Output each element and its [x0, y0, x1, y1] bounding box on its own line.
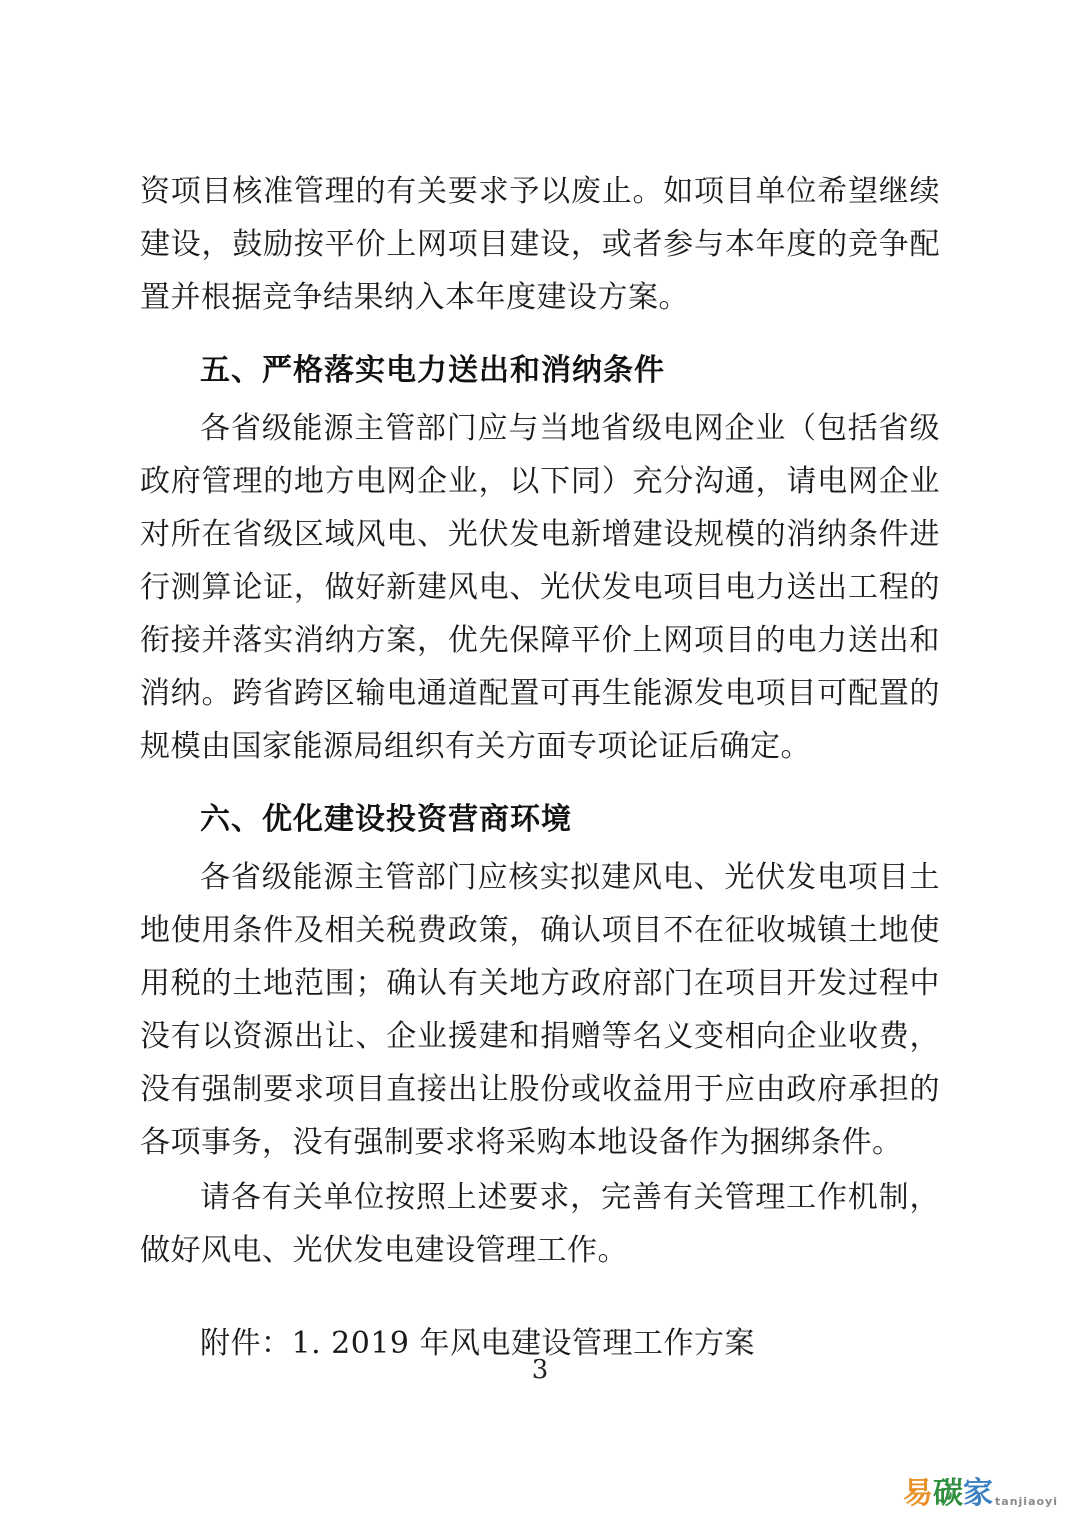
spacer [140, 1279, 940, 1319]
paragraph-section-six: 各省级能源主管部门应核实拟建风电、光伏发电项目土地使用条件及相关税费政策，确认项目不在征收城镇土地使用税的土地范围；确认有关地方政府部门在项目开发过程中没有以资源出让、企业援建和捐赠等名义变相向企业收费，没有强制要求项目直接出让股份或收益用于应由政府承担的各项事务，没有强制要求将采购本地设备作为捆绑条件。 [140, 860, 940, 1160]
watermark-char-3: 家 [963, 1476, 994, 1511]
attachment-label: 附件： [200, 1326, 292, 1361]
spacer [140, 326, 940, 336]
attachment-item: 1. 2019 年风电建设管理工作方案 [291, 1326, 756, 1361]
paragraph-closing: 请各有关单位按照上述要求，完善有关管理工作机制，做好风电、光伏发电建设管理工作。 [140, 1180, 940, 1268]
page-number: 3 [531, 1355, 549, 1385]
watermark-char-1: 易 [903, 1476, 934, 1511]
paragraph-continued: 资项目核准管理的有关要求予以废止。如项目单位希望继续建设，鼓励按平价上网项目建设，或者参与本年度的竞争配置并根据竞争结果纳入本年度建设方案。 [140, 174, 940, 315]
spacer [140, 775, 940, 785]
paragraph-section-five: 各省级能源主管部门应与当地省级电网企业（包括省级政府管理的地方电网企业，以下同）充分沟通，请电网企业对所在省级区域风电、光伏发电新增建设规模的消纳条件进行测算论证，做好新建风电、光伏发电项目电力送出工程的衔接并落实消纳方案，优先保障平价上网项目的电力送出和消纳。跨省跨区输电通道配置可再生能源发电项目可配置的规模由国家能源局组织有关方面专项论证后确定。 [140, 411, 940, 764]
watermark-logo [903, 1476, 1058, 1511]
watermark-characters [903, 1476, 1058, 1511]
watermark-subtext: tanjiaoyi [995, 1495, 1058, 1508]
section-heading-five: 五、严格落实电力送出和消纳条件 [200, 353, 665, 388]
document-body [140, 165, 940, 1369]
section-heading-six: 六、优化建设投资营商环境 [200, 802, 572, 837]
watermark-char-2: 碳 [933, 1476, 964, 1511]
